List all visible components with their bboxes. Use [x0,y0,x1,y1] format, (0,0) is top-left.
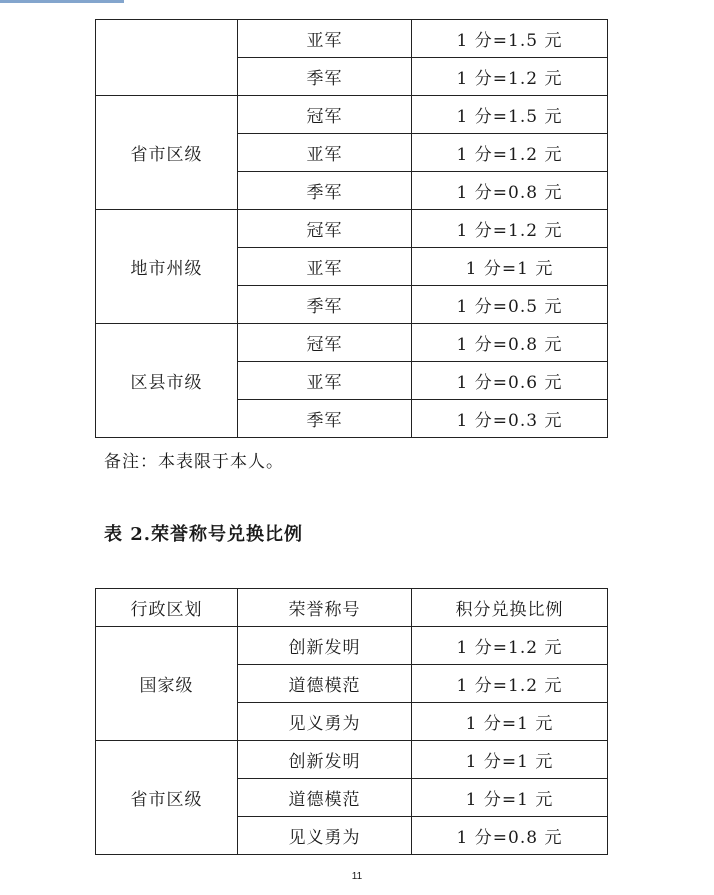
level-cell [96,20,238,96]
ratio-cell: 1 分=0.6 元 [412,362,608,400]
ratio-cell: 1 分=0.8 元 [412,324,608,362]
table-row [96,20,608,58]
table-row [96,741,608,779]
award-cell: 亚军 [238,20,412,58]
table-body [96,627,608,855]
table-header-row [96,589,608,627]
level-cell: 国家级 [96,627,238,741]
table-row [96,210,608,248]
section-heading: 表 2.荣誉称号兑换比例 [104,524,304,545]
ratio-cell: 1 分=1.5 元 [412,96,608,134]
award-cell: 道德模范 [238,665,412,703]
ratio-cell: 1 分=1.2 元 [412,627,608,665]
honor-exchange-table [95,588,608,855]
table-body [96,20,608,438]
award-cell: 见义勇为 [238,817,412,855]
award-cell: 季军 [238,400,412,438]
competition-exchange-table [95,19,608,438]
award-cell: 道德模范 [238,779,412,817]
table-note: 备注：本表限于本人。 [104,452,284,472]
table-row [96,627,608,665]
award-cell: 季军 [238,58,412,96]
award-cell: 亚军 [238,362,412,400]
ratio-cell: 1 分=1 元 [412,741,608,779]
award-cell: 季军 [238,286,412,324]
column-header: 荣誉称号 [238,589,412,627]
ratio-cell: 1 分=1 元 [412,779,608,817]
ratio-cell: 1 分=1 元 [412,248,608,286]
award-cell: 创新发明 [238,741,412,779]
level-cell: 省市区级 [96,741,238,855]
award-cell: 冠军 [238,324,412,362]
award-cell: 亚军 [238,134,412,172]
ratio-cell: 1 分=1.5 元 [412,20,608,58]
ratio-cell: 1 分=0.8 元 [412,172,608,210]
table-row [96,96,608,134]
column-header: 积分兑换比例 [412,589,608,627]
award-cell: 亚军 [238,248,412,286]
award-cell: 冠军 [238,96,412,134]
level-cell: 省市区级 [96,96,238,210]
ratio-cell: 1 分=0.5 元 [412,286,608,324]
ratio-cell: 1 分=1 元 [412,703,608,741]
award-cell: 冠军 [238,210,412,248]
ratio-cell: 1 分=1.2 元 [412,210,608,248]
ratio-cell: 1 分=0.3 元 [412,400,608,438]
column-header: 行政区划 [96,589,238,627]
award-cell: 见义勇为 [238,703,412,741]
ratio-cell: 1 分=1.2 元 [412,134,608,172]
level-cell: 地市州级 [96,210,238,324]
ratio-cell: 1 分=1.2 元 [412,58,608,96]
page-number: 11 [351,871,363,882]
scan-edge-mark [0,0,124,3]
award-cell: 创新发明 [238,627,412,665]
table-row [96,324,608,362]
ratio-cell: 1 分=0.8 元 [412,817,608,855]
level-cell: 区县市级 [96,324,238,438]
award-cell: 季军 [238,172,412,210]
ratio-cell: 1 分=1.2 元 [412,665,608,703]
